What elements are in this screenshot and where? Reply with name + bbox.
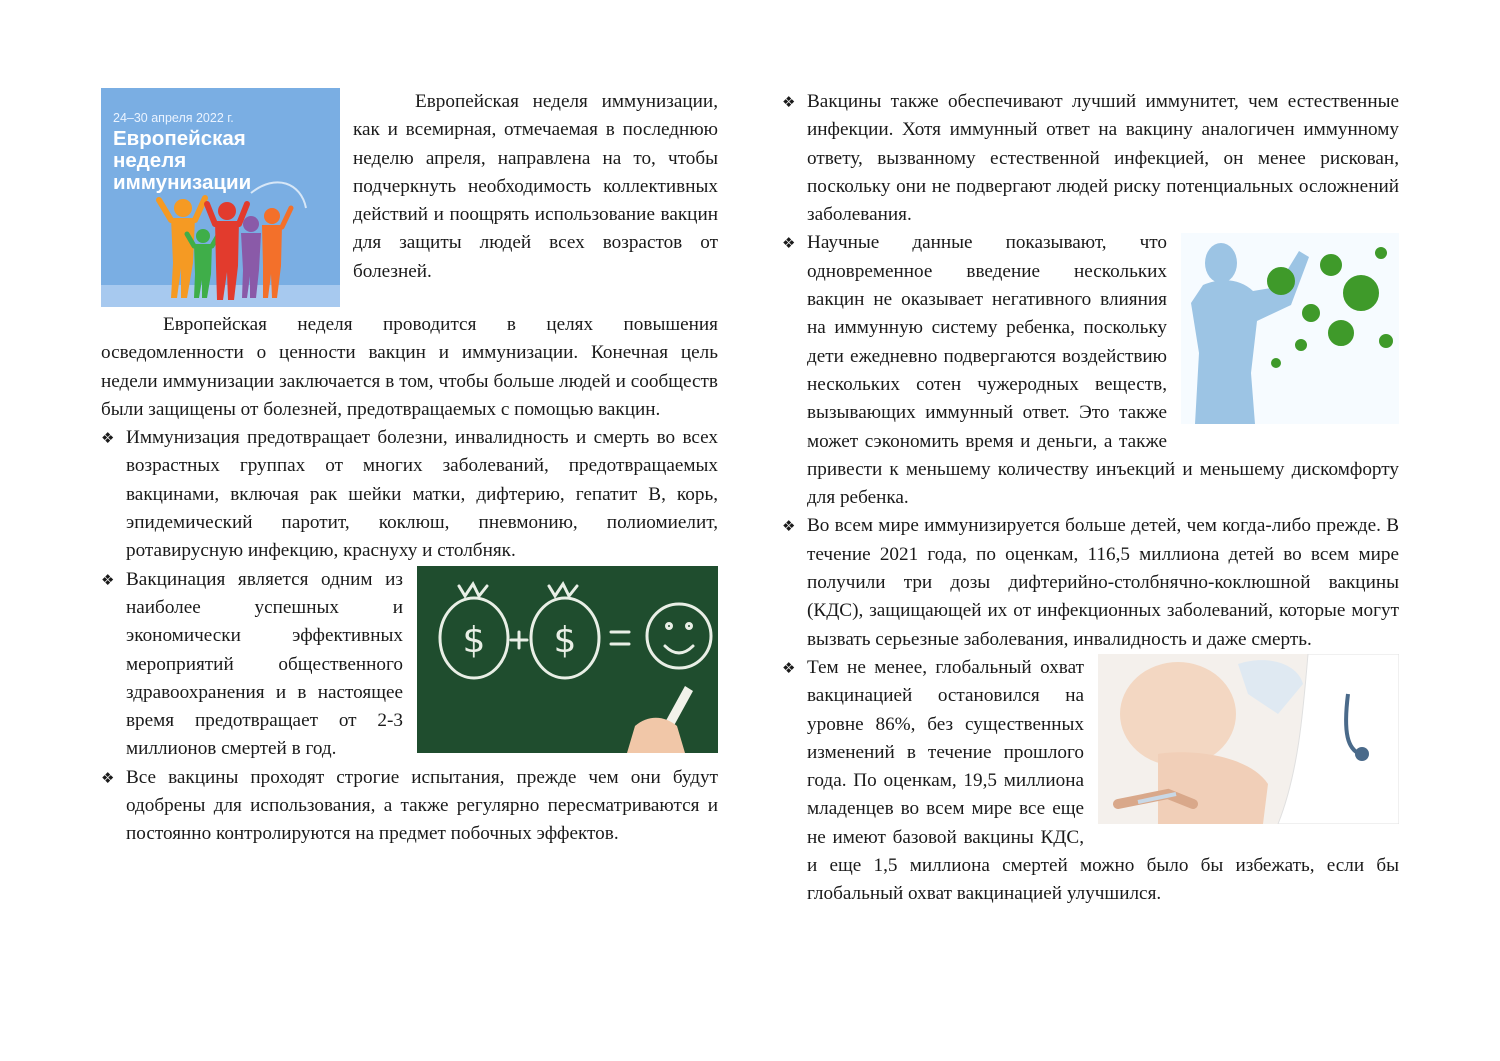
- poster-title-line-1: Европейская: [113, 127, 246, 150]
- bullet-text: Тем не менее, глобальный охват вакцинацией остановился на уровне 86%, без существенных изменений в течение прошлого года. По оценкам, 19,5 миллиона младенцев во всем мире все еще не имеют базовой вакцины КДС, и еще 1,5 миллиона смертей можно было бы избежать, если бы глобальный охват вакцинацией улучшился.: [807, 656, 1399, 905]
- bullet-diamond-icon: ❖: [101, 429, 115, 448]
- bullet-diamond-icon: ❖: [782, 658, 796, 677]
- baby-vaccination-photo: [1098, 654, 1399, 824]
- bullet-vaccines-tested: [101, 764, 718, 849]
- person-red: [207, 202, 247, 300]
- bullet-diamond-icon: ❖: [782, 234, 796, 253]
- intro-paragraph: Европейская неделя иммунизации, как и всемирная, отмечаемая в последнюю неделю апреля, направлена на то, чтобы подчеркнуть необходимость коллективных действий и поощрять использование вакцин для защиты людей всех возрастов от болезней.: [353, 91, 718, 282]
- bullet-text: Вакцинация является одним из наиболее успешных и экономически эффективных мероприятий общественного здравоохранения и в настоящее время предотвращает от 2-3 миллионов смертей в год.: [126, 568, 403, 760]
- bullet-diamond-icon: ❖: [782, 517, 796, 536]
- bullet-more-children-immunized: [782, 512, 1399, 653]
- bullet-multiple-vaccines: [782, 229, 1399, 512]
- bullet-vaccination-effective: [101, 566, 718, 764]
- bullet-text: Иммунизация предотвращает болезни, инвалидность и смерть во всех возрастных группах от многих заболеваний, предотвращаемых вакцинами, включая рак шейки матки, дифтерию, гепатит В, корь, эпидемический паротит, коклюш, пневмонию, полиомиелит, ротавирусную инфекцию, краснуху и столбняк.: [126, 427, 718, 562]
- bullet-diamond-icon: ❖: [101, 768, 115, 787]
- bullet-text: Вакцины также обеспечивают лучший иммунитет, чем естественные инфекции. Хотя иммунный ответ на вакцину аналогичен иммунному ответу, вызванному естественной инфекцией, он менее рискован, поскольку они не подвергают людей риску потенциальных осложнений заболевания.: [807, 91, 1399, 226]
- svg-text:$: $: [462, 619, 486, 661]
- right-column: [782, 88, 1399, 909]
- bullet-text: Научные данные показывают, что одновременное введение нескольких вакцин не оказывает негативного влияния на иммунную систему ребенка, поскольку дети ежедневно подвергаются воздействию нескольких сотен чужеродных веществ, вызывающих иммунный ответ. Это также может сэкономить время и деньги, а также привести к меньшему количеству инъекций и меньшему дискомфорту для ребенка.: [807, 232, 1399, 509]
- chalkboard-money-smiley-image: [417, 566, 718, 753]
- body-blocking-viruses-image: [1181, 233, 1399, 424]
- bullet-text: Во всем мире иммунизируется больше детей, чем когда-либо прежде. В течение 2021 года, по оценкам, 116,5 миллиона детей во всем мире получили три дозы дифтерийно-столбнячно-коклюшной вакцины (КДС), защищающей их от инфекционных заболеваний, которые могут вызвать серьезные заболевания, инвалидность и даже смерть.: [807, 515, 1399, 650]
- bullet-global-coverage: [782, 654, 1399, 909]
- person-purple: [241, 216, 261, 298]
- goal-paragraph: Европейская неделя проводится в целях повышения осведомленности о ценности вакцин и иммунизации. Конечная цель недели иммунизации заключается в том, чтобы больше людей и сообществ были защищены от болезней, предотвращаемых с помощью вакцин.: [101, 314, 718, 420]
- bullet-diamond-icon: ❖: [101, 570, 115, 589]
- bullet-text: Все вакцины проходят строгие испытания, прежде чем они будут одобрены для использования, а также регулярно пересматриваются и постоянно контролируются на предмет побочных эффектов.: [126, 766, 718, 845]
- svg-text:$: $: [553, 619, 577, 661]
- bullet-diamond-icon: ❖: [782, 93, 796, 111]
- immunization-week-poster: [101, 88, 340, 307]
- baby-head: [1120, 662, 1236, 766]
- poster-title-line-2: неделя: [113, 149, 187, 172]
- people-silhouettes-illustration: [101, 88, 340, 307]
- poster-date: 24–30 апреля 2022 г.: [113, 111, 234, 125]
- poster-title-line-3: иммунизации: [113, 171, 252, 194]
- bullet-immunization-prevents: [101, 424, 718, 565]
- person-orange-small: [262, 208, 291, 298]
- left-column: [101, 88, 718, 849]
- bullet-better-immunity: [782, 88, 1399, 229]
